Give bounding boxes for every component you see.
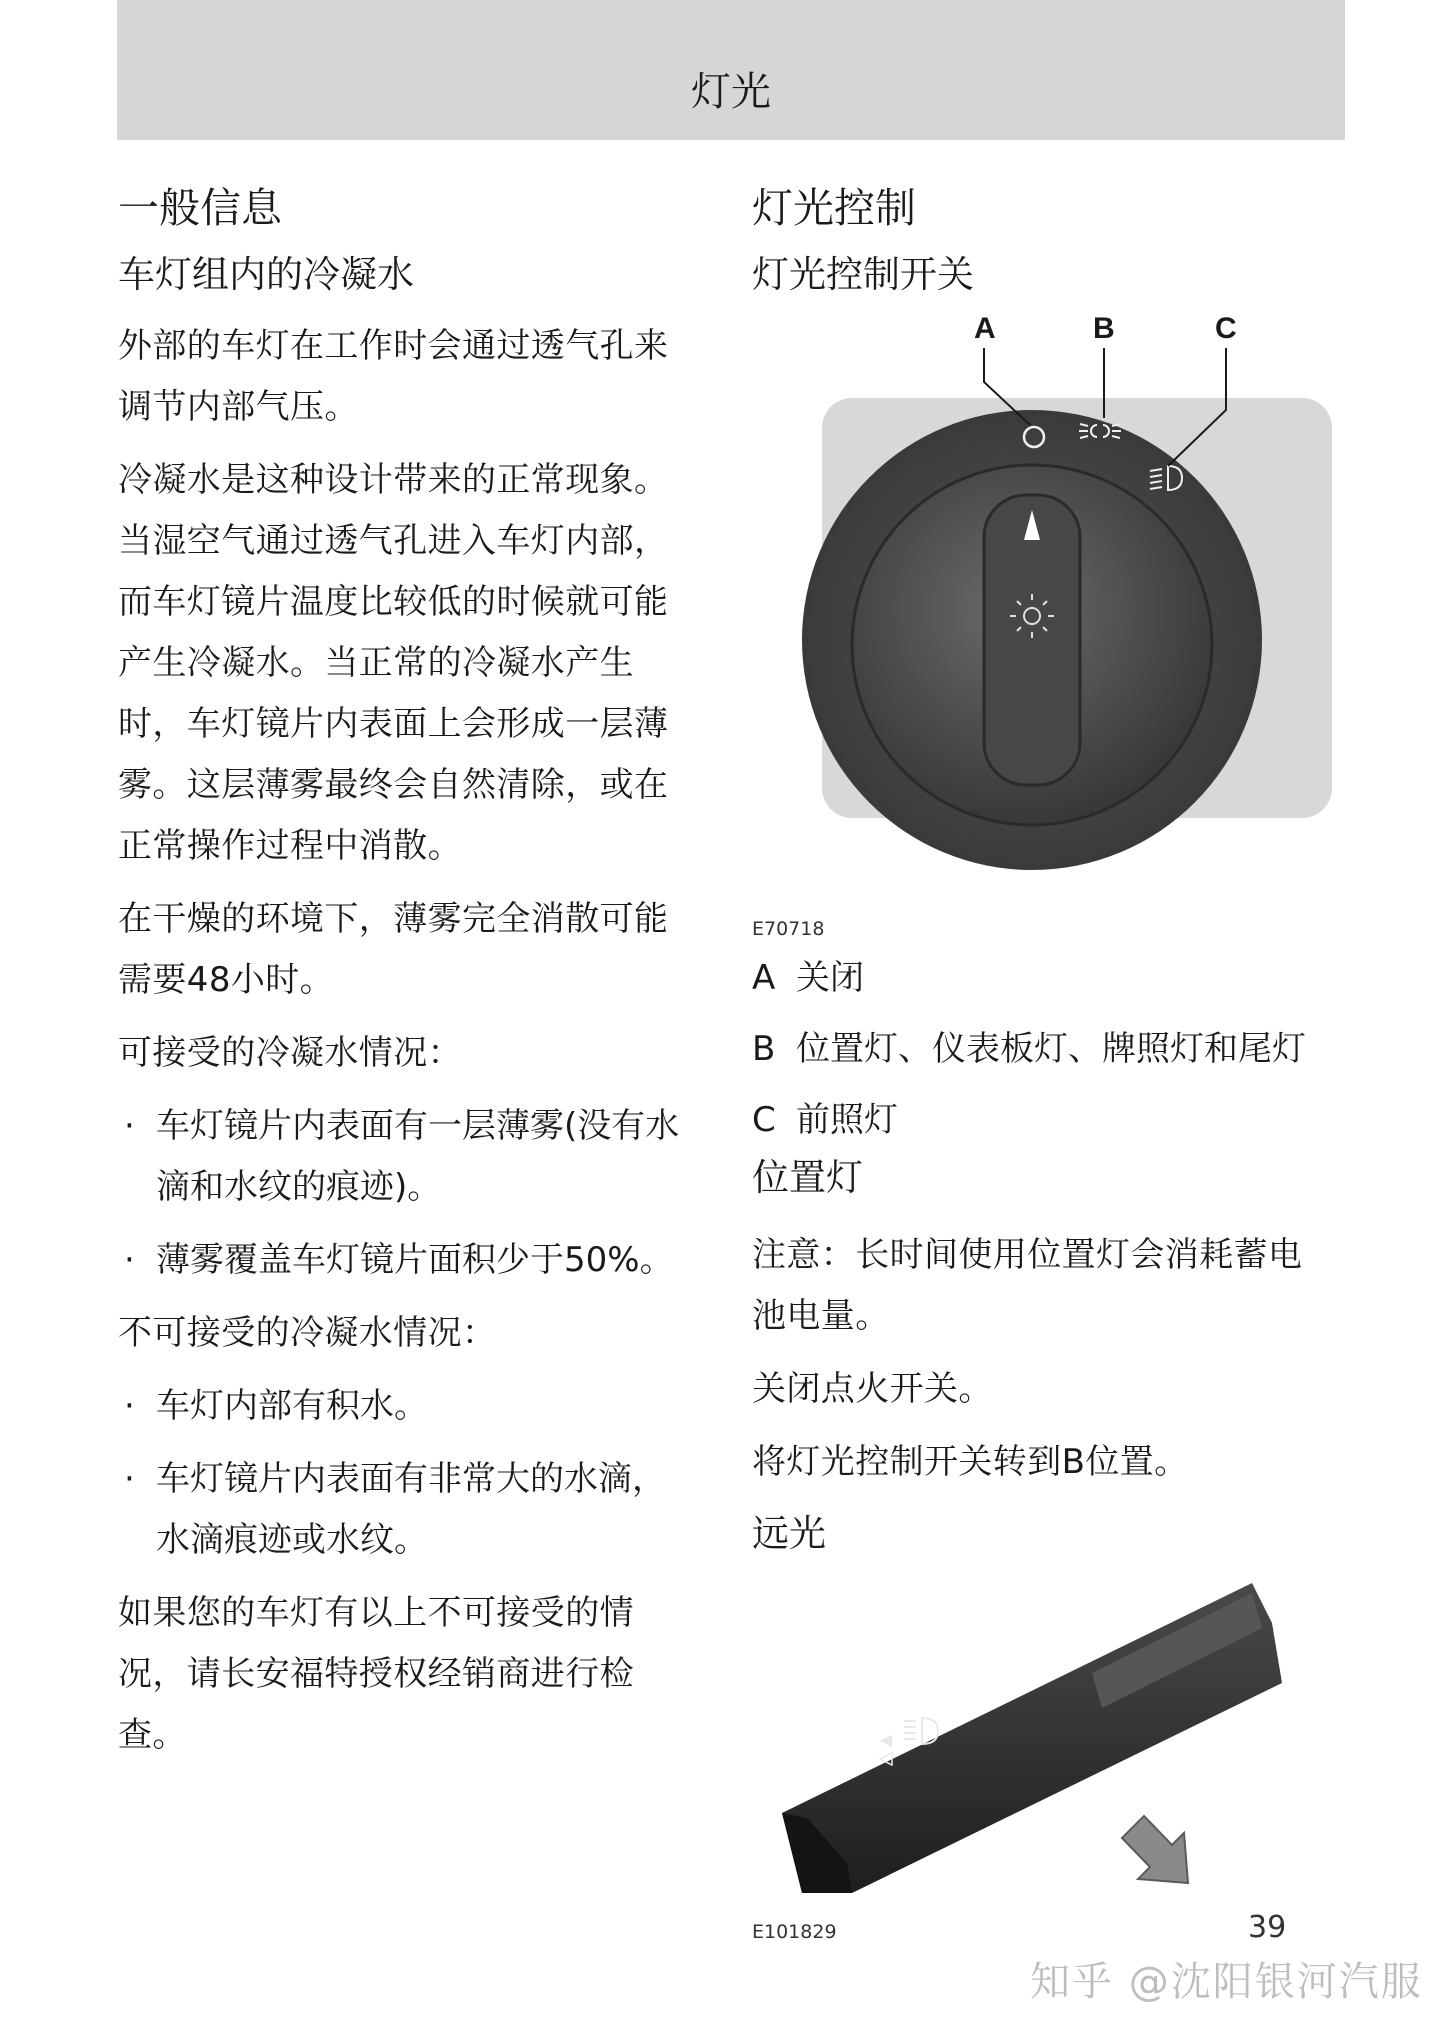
watermark: 知乎 @沈阳银河汽服: [1030, 1959, 1423, 2005]
line: 产生冷凝水。当正常的冷凝水产生: [118, 643, 634, 683]
bullet-dot: ·: [124, 1240, 135, 1280]
line: 时，车灯镜片内表面上会形成一层薄: [118, 704, 669, 744]
list-item: [118, 1449, 718, 1571]
line: 水滴痕迹或水纹。: [156, 1520, 428, 1560]
section-title-general: 一般信息: [118, 184, 282, 232]
right-column: [752, 180, 1352, 1963]
paragraph-2: [118, 450, 718, 877]
list-item: [118, 1096, 718, 1218]
figure-code: E101829: [752, 1921, 837, 1943]
acceptable-label: 可接受的冷凝水情况：: [118, 1033, 462, 1073]
line: 池电量。: [752, 1296, 890, 1336]
list-item: [118, 1376, 718, 1437]
line: 冷凝水是这种设计带来的正常现象。: [118, 460, 669, 500]
note-paragraph: [752, 1225, 1352, 1347]
paragraph-4: [118, 1583, 718, 1766]
legend-text: 前照灯: [796, 1100, 898, 1140]
line: 需要48小时。: [118, 960, 335, 1000]
line: 雾。这层薄雾最终会自然清除，或在: [118, 765, 669, 805]
legend-text: 位置灯、仪表板灯、牌照灯和尾灯: [796, 1029, 1306, 1069]
paragraph-3: [118, 889, 718, 1011]
bullet-dot: ·: [124, 1386, 135, 1426]
page-header: [117, 0, 1345, 140]
line: 外部的车灯在工作时会通过透气孔来: [118, 326, 669, 366]
legend-key: A: [752, 958, 776, 998]
legend-key: C: [752, 1100, 776, 1140]
line: 在干燥的环境下，薄雾完全消散可能: [118, 899, 669, 939]
step-1: 关闭点火开关。: [752, 1369, 993, 1409]
page-number: 39: [1248, 1910, 1287, 1945]
legend-item-a: [752, 948, 1352, 1019]
legend-item-b: [752, 1019, 1352, 1090]
bullet-dot: ·: [124, 1459, 135, 1499]
line: 当湿空气通过透气孔进入车灯内部，: [118, 521, 669, 561]
legend-key: B: [752, 1029, 776, 1069]
figure-code: E70718: [752, 918, 825, 940]
step-2: 将灯光控制开关转到B位置。: [752, 1442, 1189, 1482]
callout-a: A: [974, 312, 996, 345]
high-beam-title: 远光: [752, 1512, 826, 1555]
callout-b: B: [1093, 312, 1115, 345]
unacceptable-label: 不可接受的冷凝水情况：: [118, 1313, 497, 1353]
line: 车灯内部有积水。: [156, 1386, 428, 1426]
line: 车灯镜片内表面有一层薄雾(没有水: [156, 1106, 680, 1146]
callout-c: C: [1215, 312, 1237, 345]
line: 况，请长安福特授权经销商进行检: [118, 1654, 634, 1694]
bullet-dot: ·: [124, 1106, 135, 1146]
legend-item-c: [752, 1090, 1352, 1161]
subsection-title-switch: 灯光控制开关: [752, 253, 974, 296]
line: 查。: [118, 1715, 187, 1755]
line: 正常操作过程中消散。: [118, 826, 462, 866]
light-switch-figure: [752, 310, 1352, 940]
line: 而车灯镜片温度比较低的时候就可能: [118, 582, 669, 622]
light-switch-illustration: [752, 310, 1352, 910]
subsection-title-condensation: 车灯组内的冷凝水: [118, 253, 414, 296]
push-direction-arrow-icon: [1122, 1816, 1188, 1883]
line: 调节内部气压。: [118, 387, 359, 427]
chapter-title: 灯光: [691, 69, 771, 115]
line: 车灯镜片内表面有非常大的水滴，: [156, 1459, 666, 1499]
line: 注意：长时间使用位置灯会消耗蓄电: [752, 1235, 1303, 1275]
line: 如果您的车灯有以上不可接受的情: [118, 1593, 634, 1633]
stalk-illustration: [752, 1563, 1312, 1903]
line: 薄雾覆盖车灯镜片面积少于50%。: [156, 1240, 674, 1280]
paragraph-1: [118, 316, 718, 438]
legend-text: 关闭: [796, 958, 864, 998]
left-column: [118, 180, 718, 1766]
line: 滴和水纹的痕迹)。: [156, 1167, 442, 1207]
high-beam-figure: [752, 1563, 1352, 1963]
position-light-title: 位置灯: [752, 1156, 863, 1199]
section-title-light-control: 灯光控制: [752, 184, 916, 232]
list-item: [118, 1230, 718, 1291]
